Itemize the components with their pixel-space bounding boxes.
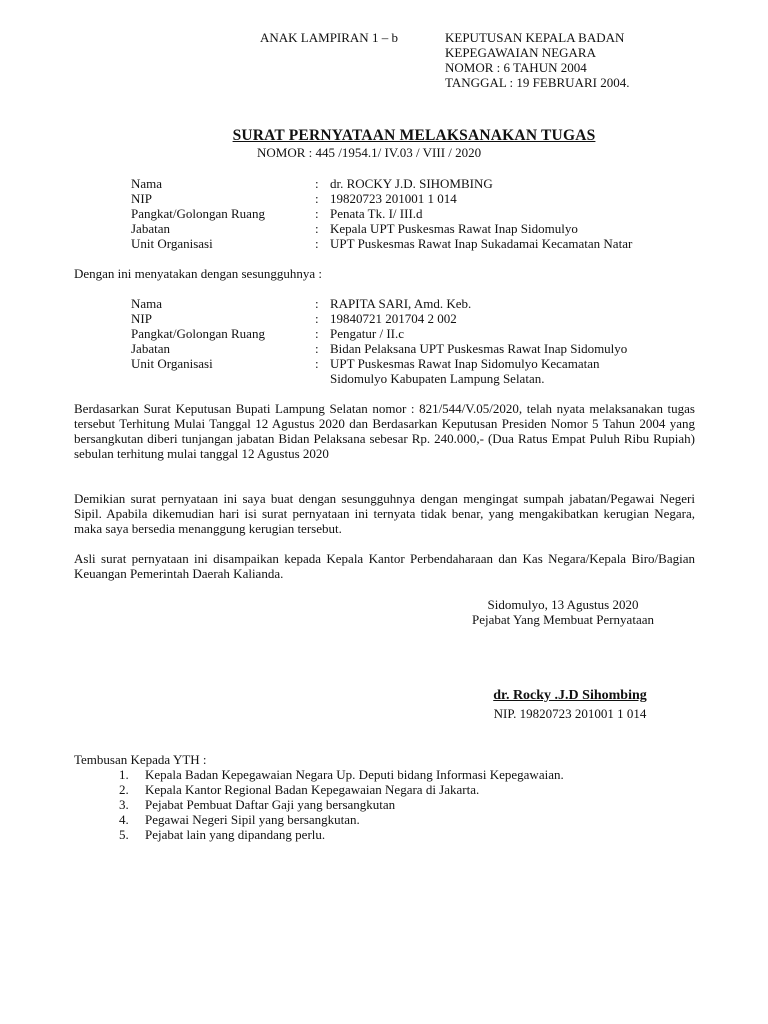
document-title: SURAT PERNYATAAN MELAKSANAKAN TUGAS [232, 127, 596, 144]
cc-item-number: 2. [119, 782, 129, 797]
cc-item [74, 797, 564, 812]
decree-line: KEPUTUSAN KEPALA BADAN [445, 30, 625, 45]
signature-role: Pejabat Yang Membuat Pernyataan [472, 612, 654, 627]
field-separator: : [315, 191, 319, 206]
field-separator: : [315, 356, 319, 371]
field-value-continued: Sidomulyo Kabupaten Lampung Selatan. [330, 371, 545, 386]
field-label: Jabatan [131, 221, 170, 236]
cc-item-text: Pejabat lain yang dipandang perlu. [145, 827, 326, 842]
field-separator: : [315, 236, 319, 251]
cc-list [74, 767, 564, 842]
decree-reference [445, 30, 629, 90]
field-value: Pengatur / II.c [330, 326, 405, 341]
field-value: Kepala UPT Puskesmas Rawat Inap Sidomulyo [330, 221, 578, 236]
field-value: dr. ROCKY J.D. SIHOMBING [330, 176, 493, 191]
field-value: Bidan Pelaksana UPT Puskesmas Rawat Inap Sidomulyo [330, 341, 628, 356]
decree-line: NOMOR : 6 TAHUN 2004 [445, 60, 587, 75]
field-value: 19820723 201001 1 014 [330, 191, 457, 206]
field-value: UPT Puskesmas Rawat Inap Sidomulyo Kecamatan [330, 356, 600, 371]
field-label: Pangkat/Golongan Ruang [131, 206, 265, 221]
attachment-label: ANAK LAMPIRAN 1 – b [260, 30, 398, 45]
cc-item-text: Pegawai Negeri Sipil yang bersangkutan. [145, 812, 360, 827]
cc-item-text: Kepala Kantor Regional Badan Kepegawaian Negara di Jakarta. [145, 782, 480, 797]
field-label: Nama [131, 176, 163, 191]
field-label: Nama [131, 296, 163, 311]
paragraph-statement: Demikian surat pernyataan ini saya buat dengan sesungguhnya dengan mengingat sumpah jabatan/Pegawai Negeri Sipil. Apabila dikemudian hari isi surat pernyataan ini ternyata tidak benar, yang mengakibatkan kerugian Negara, maka saya bersedia menanggung kerugian tersebut. [74, 491, 695, 536]
declaration-intro: Dengan ini menyatakan dengan sesungguhnya : [74, 266, 323, 281]
cc-item [74, 782, 564, 797]
field-label: Unit Organisasi [131, 236, 213, 251]
cc-item-text: Pejabat Pembuat Daftar Gaji yang bersangkutan [145, 797, 396, 812]
cc-item [74, 767, 564, 782]
field-value: RAPITA SARI, Amd. Keb. [330, 296, 472, 311]
cc-item-text: Kepala Badan Kepegawaian Negara Up. Deputi bidang Informasi Kepegawaian. [145, 767, 564, 782]
field-separator: : [315, 206, 319, 221]
field-separator: : [315, 296, 319, 311]
field-value: 19840721 201704 2 002 [330, 311, 457, 326]
decree-line: KEPEGAWAIAN NEGARA [445, 45, 596, 60]
signatory-name: dr. Rocky .J.D Sihombing [493, 688, 647, 703]
cc-item-number: 3. [119, 797, 129, 812]
field-label: Unit Organisasi [131, 356, 213, 371]
field-separator: : [315, 311, 319, 326]
decree-line: TANGGAL : 19 FEBRUARI 2004. [445, 75, 630, 90]
cc-item-number: 5. [119, 827, 129, 842]
cc-item-number: 1. [119, 767, 129, 782]
field-separator: : [315, 341, 319, 356]
paragraph-basis: Berdasarkan Surat Keputusan Bupati Lampung Selatan nomor : 821/544/V.05/2020, telah nyata melaksanakan tugas tersebut Terhitung Mulai Tanggal 12 Agustus 2020 dan Berdasarkan Keputusan Presiden Nomor 5 Tahun 2004 yang bersangkutan diberi tunjangan jabatan Bidan Pelaksana sebesar Rp. 240.000,- (Dua Ratus Empat Puluh Ribu Rupiah) sebulan terhitung mulai tanggal 12 Agustus 2020 [74, 401, 695, 461]
cc-heading: Tembusan Kepada YTH : [74, 752, 207, 767]
field-value: UPT Puskesmas Rawat Inap Sukadamai Kecamatan Natar [330, 236, 633, 251]
field-separator: : [315, 221, 319, 236]
signature-place-date: Sidomulyo, 13 Agustus 2020 [487, 597, 639, 612]
field-separator: : [315, 326, 319, 341]
field-label: NIP [131, 191, 152, 206]
paragraph-distribution: Asli surat pernyataan ini disampaikan kepada Kepala Kantor Perbendaharaan dan Kas Negara/Kepala Biro/Bagian Keuangan Pemerintah Daerah Kalianda. [74, 551, 695, 581]
field-label: NIP [131, 311, 152, 326]
cc-item [74, 812, 564, 827]
field-label: Jabatan [131, 341, 170, 356]
field-separator: : [315, 176, 319, 191]
signatory-nip: NIP. 19820723 201001 1 014 [493, 706, 647, 721]
field-label: Pangkat/Golongan Ruang [131, 326, 265, 341]
document-number: NOMOR : 445 /1954.1/ IV.03 / VIII / 2020 [257, 145, 482, 160]
cc-item-number: 4. [119, 812, 129, 827]
field-value: Penata Tk. I/ III.d [330, 206, 423, 221]
cc-item [74, 827, 564, 842]
